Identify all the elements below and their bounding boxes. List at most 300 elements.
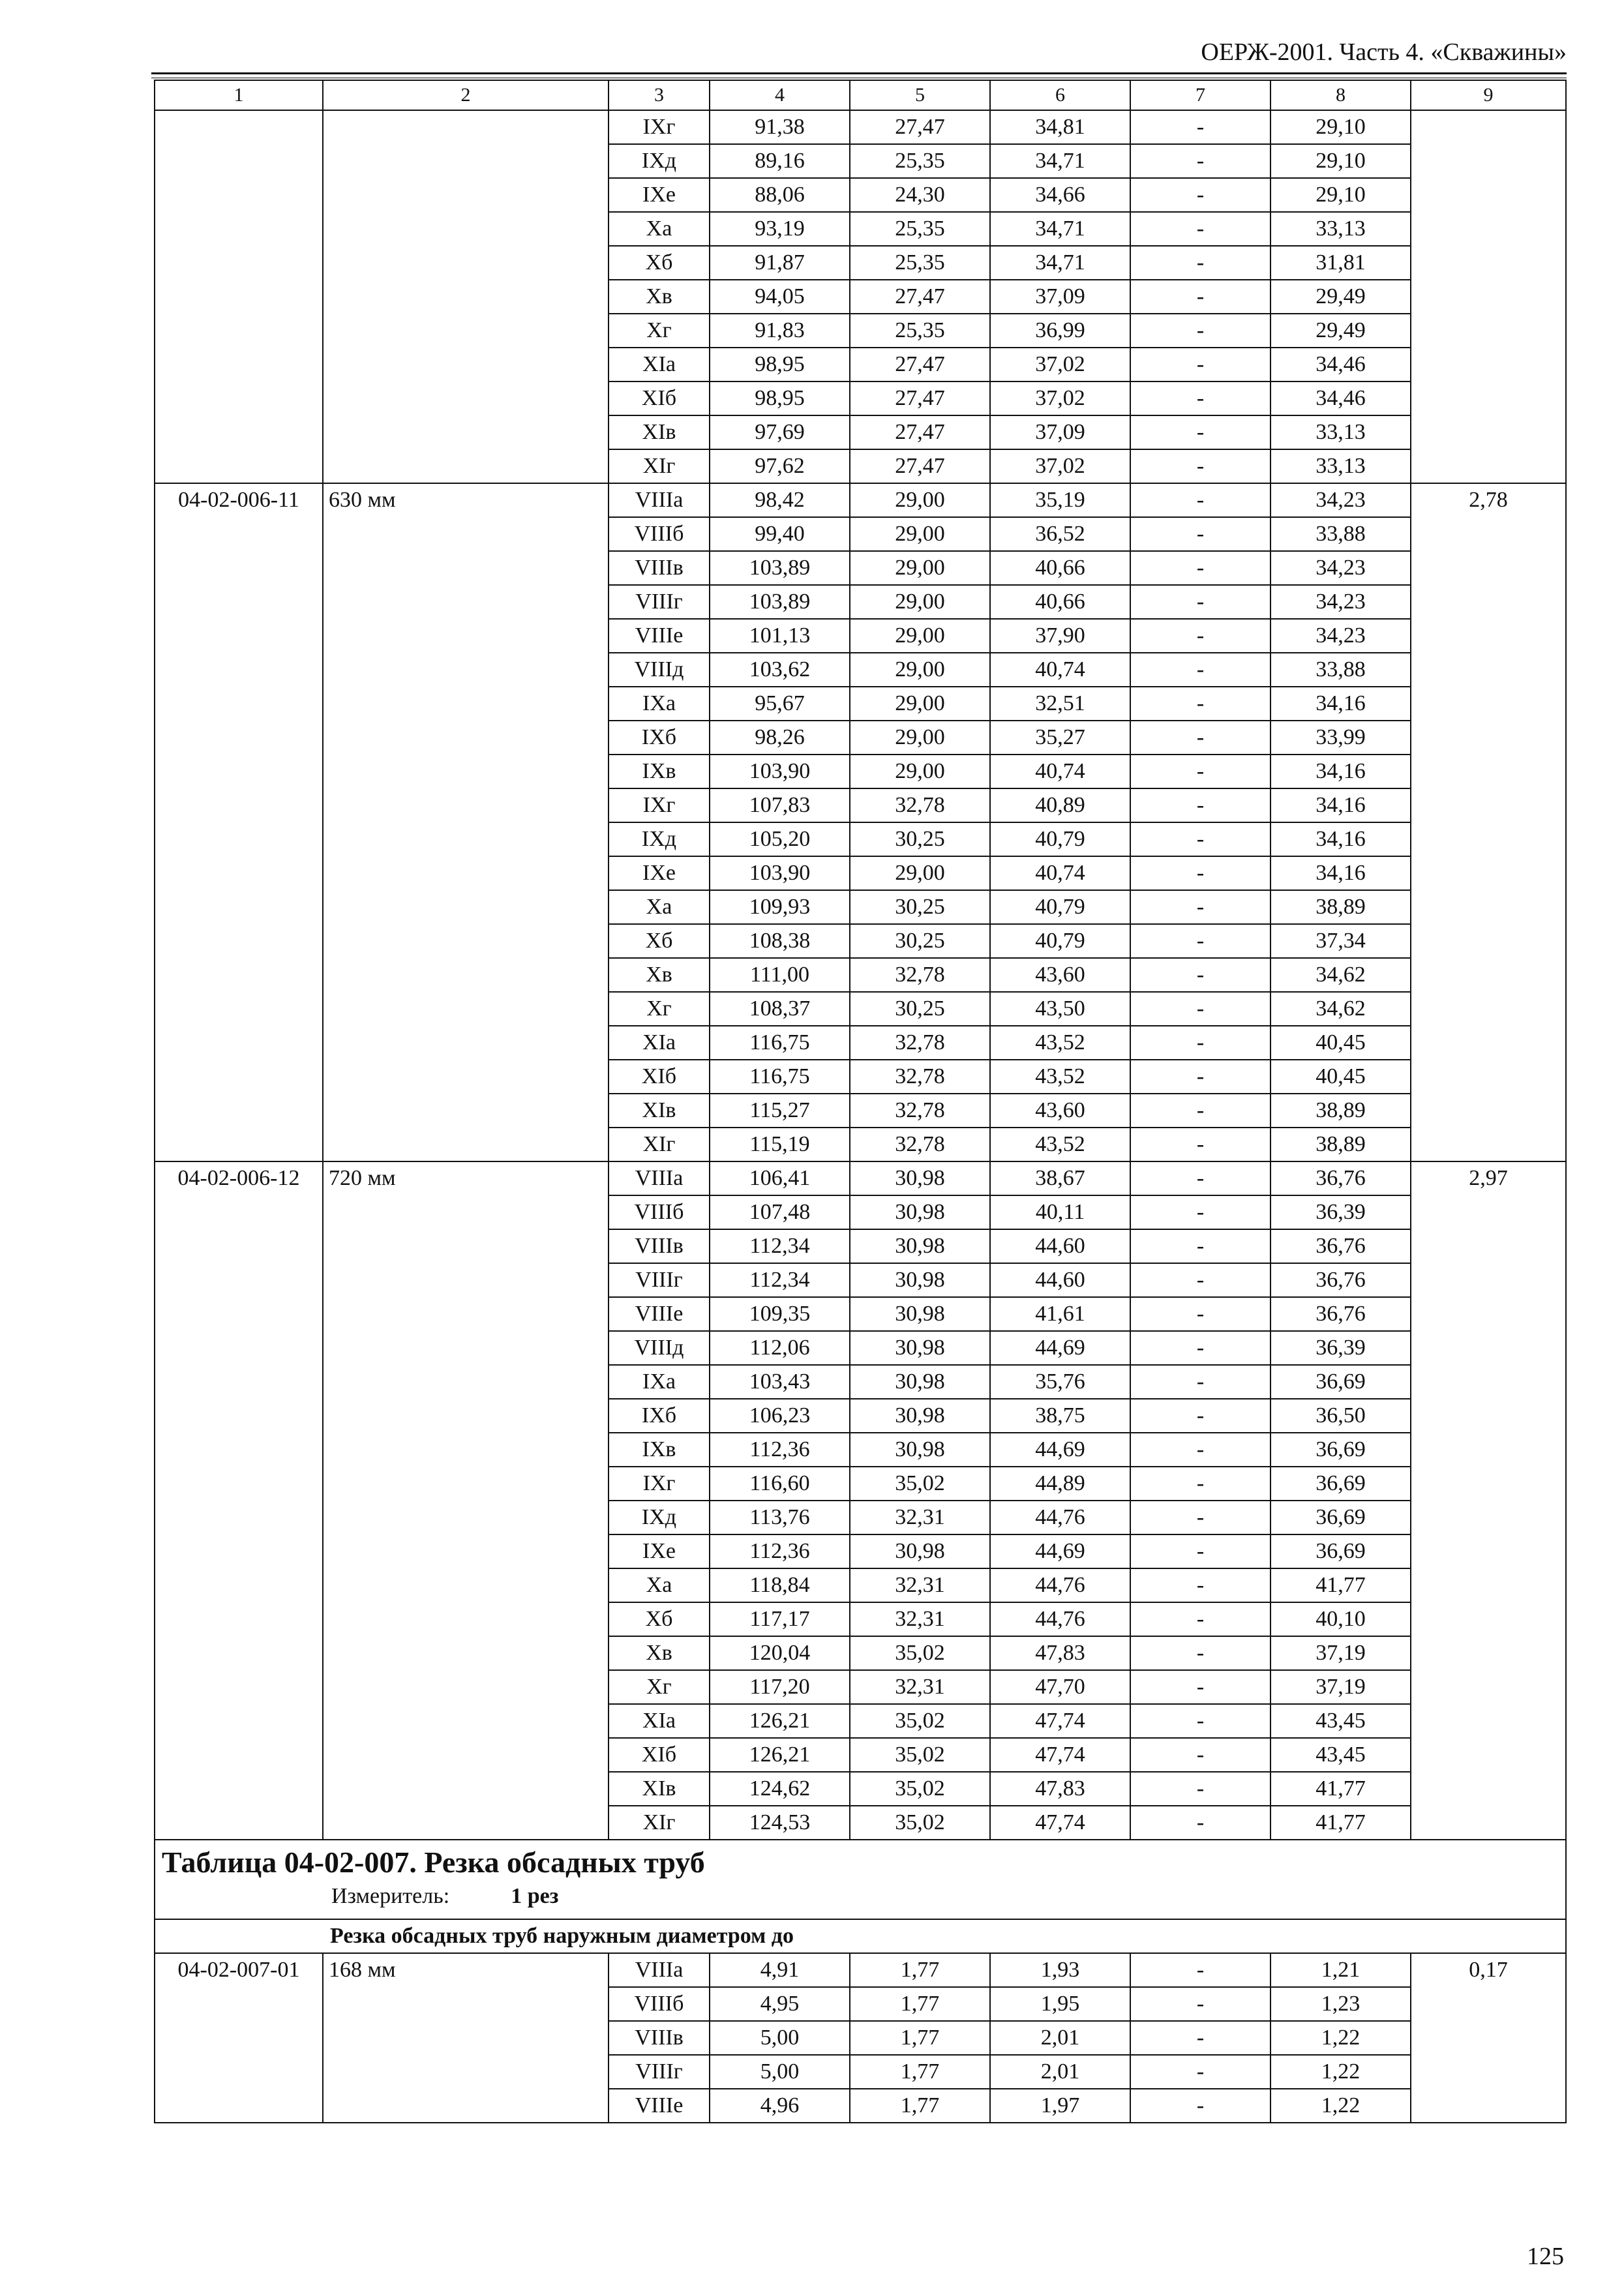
- material-cell: 36,76: [1271, 1161, 1411, 1195]
- driver-wage-cell: -: [1130, 2021, 1271, 2055]
- category-cell: IXд: [609, 144, 710, 178]
- total-cost-cell: 124,53: [710, 1806, 850, 1840]
- wage-cell: 30,98: [850, 1297, 990, 1331]
- wage-cell: 30,25: [850, 992, 990, 1026]
- category-cell: IXе: [609, 178, 710, 212]
- material-cell: 41,77: [1271, 1806, 1411, 1840]
- category-cell: XIг: [609, 1128, 710, 1161]
- category-cell: VIIIе: [609, 1297, 710, 1331]
- driver-wage-cell: -: [1130, 1636, 1271, 1670]
- driver-wage-cell: -: [1130, 653, 1271, 687]
- total-cost-cell: 95,67: [710, 687, 850, 721]
- driver-wage-cell: -: [1130, 144, 1271, 178]
- category-cell: IXа: [609, 687, 710, 721]
- total-cost-cell: 94,05: [710, 280, 850, 314]
- machine-cell: 35,19: [990, 483, 1130, 517]
- driver-wage-cell: -: [1130, 178, 1271, 212]
- category-cell: XIв: [609, 1094, 710, 1128]
- wage-cell: 35,02: [850, 1636, 990, 1670]
- driver-wage-cell: -: [1130, 2055, 1271, 2089]
- driver-wage-cell: -: [1130, 2089, 1271, 2123]
- material-cell: 37,34: [1271, 924, 1411, 958]
- material-cell: 33,88: [1271, 517, 1411, 551]
- driver-wage-cell: -: [1130, 958, 1271, 992]
- machine-cell: 44,60: [990, 1263, 1130, 1297]
- total-cost-cell: 116,60: [710, 1467, 850, 1501]
- machine-cell: 40,79: [990, 924, 1130, 958]
- total-cost-cell: 117,20: [710, 1670, 850, 1704]
- machine-cell: 44,69: [990, 1433, 1130, 1467]
- material-cell: 29,10: [1271, 144, 1411, 178]
- total-cost-cell: 106,41: [710, 1161, 850, 1195]
- category-cell: VIIIа: [609, 1161, 710, 1195]
- material-cell: 34,23: [1271, 483, 1411, 517]
- machine-cell: 34,81: [990, 110, 1130, 144]
- total-cost-cell: 103,89: [710, 585, 850, 619]
- machine-cell: 44,69: [990, 1331, 1130, 1365]
- total-cost-cell: 91,38: [710, 110, 850, 144]
- material-cell: 43,45: [1271, 1738, 1411, 1772]
- total-cost-cell: 97,62: [710, 449, 850, 483]
- category-cell: XIб: [609, 382, 710, 415]
- material-cell: 34,46: [1271, 348, 1411, 382]
- machine-cell: 37,02: [990, 382, 1130, 415]
- machine-cell: 47,83: [990, 1636, 1130, 1670]
- col-number: 3: [609, 80, 710, 110]
- machine-cell: 2,01: [990, 2055, 1130, 2089]
- category-cell: Xа: [609, 1568, 710, 1602]
- wage-cell: 30,98: [850, 1263, 990, 1297]
- wage-cell: 35,02: [850, 1704, 990, 1738]
- material-cell: 34,16: [1271, 822, 1411, 856]
- measure-label: Измеритель:: [331, 1884, 450, 1908]
- machine-cell: 40,66: [990, 551, 1130, 585]
- rate-code: [155, 110, 323, 483]
- driver-wage-cell: -: [1130, 1128, 1271, 1161]
- labor-rate: 2,78: [1411, 483, 1566, 1161]
- pipe-diameter: [323, 110, 609, 483]
- category-cell: Xа: [609, 890, 710, 924]
- total-cost-cell: 105,20: [710, 822, 850, 856]
- driver-wage-cell: -: [1130, 687, 1271, 721]
- material-cell: 33,13: [1271, 449, 1411, 483]
- total-cost-cell: 126,21: [710, 1704, 850, 1738]
- total-cost-cell: 115,27: [710, 1094, 850, 1128]
- material-cell: 29,49: [1271, 280, 1411, 314]
- material-cell: 34,23: [1271, 585, 1411, 619]
- driver-wage-cell: -: [1130, 1026, 1271, 1060]
- machine-cell: 37,02: [990, 348, 1130, 382]
- category-cell: VIIIб: [609, 517, 710, 551]
- machine-cell: 44,76: [990, 1568, 1130, 1602]
- rates-table-body: [155, 80, 1566, 2123]
- category-cell: VIIIв: [609, 1229, 710, 1263]
- wage-cell: 32,78: [850, 788, 990, 822]
- machine-cell: 47,74: [990, 1738, 1130, 1772]
- total-cost-cell: 112,36: [710, 1433, 850, 1467]
- header-rule: [151, 72, 1567, 74]
- driver-wage-cell: -: [1130, 1365, 1271, 1399]
- wage-cell: 27,47: [850, 415, 990, 449]
- table-title: Таблица 04-02-007. Резка обсадных труб: [162, 1846, 705, 1879]
- category-cell: IXа: [609, 1365, 710, 1399]
- machine-cell: 43,52: [990, 1060, 1130, 1094]
- driver-wage-cell: -: [1130, 1953, 1271, 1987]
- driver-wage-cell: -: [1130, 619, 1271, 653]
- col-number: 4: [710, 80, 850, 110]
- machine-cell: 2,01: [990, 2021, 1130, 2055]
- wage-cell: 27,47: [850, 348, 990, 382]
- total-cost-cell: 5,00: [710, 2021, 850, 2055]
- wage-cell: 32,31: [850, 1568, 990, 1602]
- wage-cell: 30,25: [850, 890, 990, 924]
- machine-cell: 37,09: [990, 280, 1130, 314]
- machine-cell: 47,74: [990, 1704, 1130, 1738]
- total-cost-cell: 116,75: [710, 1060, 850, 1094]
- wage-cell: 35,02: [850, 1467, 990, 1501]
- driver-wage-cell: -: [1130, 924, 1271, 958]
- subheading-row: [155, 1919, 1566, 1953]
- category-cell: Xв: [609, 1636, 710, 1670]
- material-cell: 33,99: [1271, 721, 1411, 755]
- material-cell: 40,45: [1271, 1026, 1411, 1060]
- machine-cell: 44,89: [990, 1467, 1130, 1501]
- category-cell: Xб: [609, 1602, 710, 1636]
- driver-wage-cell: -: [1130, 110, 1271, 144]
- material-cell: 33,88: [1271, 653, 1411, 687]
- material-cell: 34,16: [1271, 687, 1411, 721]
- labor-rate: 0,17: [1411, 1953, 1566, 2123]
- machine-cell: 43,52: [990, 1128, 1130, 1161]
- wage-cell: 29,00: [850, 517, 990, 551]
- table-row: [155, 110, 1566, 144]
- table-title-row: [155, 1840, 1566, 1919]
- category-cell: VIIIб: [609, 1195, 710, 1229]
- wage-cell: 32,78: [850, 958, 990, 992]
- material-cell: 29,49: [1271, 314, 1411, 348]
- measure-value: 1 рез: [511, 1884, 559, 1908]
- rate-code: 04-02-006-11: [155, 483, 323, 1161]
- driver-wage-cell: -: [1130, 992, 1271, 1026]
- material-cell: 37,19: [1271, 1670, 1411, 1704]
- category-cell: Xб: [609, 246, 710, 280]
- material-cell: 34,46: [1271, 382, 1411, 415]
- wage-cell: 25,35: [850, 212, 990, 246]
- wage-cell: 25,35: [850, 144, 990, 178]
- category-cell: IXе: [609, 1534, 710, 1568]
- material-cell: 38,89: [1271, 1094, 1411, 1128]
- category-cell: VIIIв: [609, 551, 710, 585]
- category-cell: Xг: [609, 992, 710, 1026]
- wage-cell: 32,31: [850, 1602, 990, 1636]
- total-cost-cell: 97,69: [710, 415, 850, 449]
- category-cell: XIа: [609, 1026, 710, 1060]
- driver-wage-cell: -: [1130, 1399, 1271, 1433]
- category-cell: XIв: [609, 1772, 710, 1806]
- machine-cell: 44,76: [990, 1602, 1130, 1636]
- category-cell: VIIIд: [609, 653, 710, 687]
- pipe-diameter: 630 мм: [323, 483, 609, 1161]
- machine-cell: 37,90: [990, 619, 1130, 653]
- total-cost-cell: 98,42: [710, 483, 850, 517]
- category-cell: VIIIд: [609, 1331, 710, 1365]
- driver-wage-cell: -: [1130, 517, 1271, 551]
- driver-wage-cell: -: [1130, 856, 1271, 890]
- material-cell: 29,10: [1271, 178, 1411, 212]
- total-cost-cell: 4,96: [710, 2089, 850, 2123]
- total-cost-cell: 113,76: [710, 1501, 850, 1534]
- material-cell: 40,45: [1271, 1060, 1411, 1094]
- material-cell: 34,62: [1271, 958, 1411, 992]
- wage-cell: 30,98: [850, 1365, 990, 1399]
- machine-cell: 34,71: [990, 144, 1130, 178]
- total-cost-cell: 91,83: [710, 314, 850, 348]
- machine-cell: 34,66: [990, 178, 1130, 212]
- material-cell: 34,23: [1271, 551, 1411, 585]
- wage-cell: 29,00: [850, 483, 990, 517]
- material-cell: 41,77: [1271, 1568, 1411, 1602]
- wage-cell: 30,98: [850, 1161, 990, 1195]
- table-row: [155, 1953, 1566, 1987]
- wage-cell: 32,78: [850, 1094, 990, 1128]
- material-cell: 1,22: [1271, 2055, 1411, 2089]
- machine-cell: 43,60: [990, 958, 1130, 992]
- wage-cell: 30,98: [850, 1399, 990, 1433]
- wage-cell: 30,98: [850, 1433, 990, 1467]
- material-cell: 34,16: [1271, 788, 1411, 822]
- machine-cell: 40,79: [990, 822, 1130, 856]
- wage-cell: 1,77: [850, 2055, 990, 2089]
- machine-cell: 44,76: [990, 1501, 1130, 1534]
- category-cell: IXб: [609, 1399, 710, 1433]
- driver-wage-cell: -: [1130, 1161, 1271, 1195]
- category-cell: XIв: [609, 415, 710, 449]
- category-cell: Xг: [609, 314, 710, 348]
- driver-wage-cell: -: [1130, 1297, 1271, 1331]
- category-cell: VIIIг: [609, 585, 710, 619]
- wage-cell: 30,98: [850, 1195, 990, 1229]
- total-cost-cell: 88,06: [710, 178, 850, 212]
- page-header: ОЕРЖ-2001. Часть 4. «Скважины»: [1201, 38, 1567, 66]
- category-cell: IXв: [609, 755, 710, 788]
- machine-cell: 40,79: [990, 890, 1130, 924]
- labor-rate: 2,97: [1411, 1161, 1566, 1840]
- total-cost-cell: 4,95: [710, 1987, 850, 2021]
- driver-wage-cell: -: [1130, 382, 1271, 415]
- material-cell: 36,69: [1271, 1433, 1411, 1467]
- driver-wage-cell: -: [1130, 314, 1271, 348]
- material-cell: 36,69: [1271, 1501, 1411, 1534]
- page-number: 125: [1527, 2243, 1564, 2270]
- wage-cell: 32,31: [850, 1501, 990, 1534]
- driver-wage-cell: -: [1130, 1568, 1271, 1602]
- wage-cell: 30,25: [850, 924, 990, 958]
- wage-cell: 35,02: [850, 1772, 990, 1806]
- rate-code: 04-02-006-12: [155, 1161, 323, 1840]
- pipe-diameter: 720 мм: [323, 1161, 609, 1840]
- total-cost-cell: 101,13: [710, 619, 850, 653]
- wage-cell: 25,35: [850, 314, 990, 348]
- wage-cell: 29,00: [850, 585, 990, 619]
- machine-cell: 40,74: [990, 755, 1130, 788]
- total-cost-cell: 103,89: [710, 551, 850, 585]
- wage-cell: 32,78: [850, 1128, 990, 1161]
- total-cost-cell: 4,91: [710, 1953, 850, 1987]
- material-cell: 36,76: [1271, 1297, 1411, 1331]
- wage-cell: 1,77: [850, 1953, 990, 1987]
- driver-wage-cell: -: [1130, 1060, 1271, 1094]
- material-cell: 36,39: [1271, 1331, 1411, 1365]
- driver-wage-cell: -: [1130, 1670, 1271, 1704]
- machine-cell: 34,71: [990, 212, 1130, 246]
- category-cell: VIIIб: [609, 1987, 710, 2021]
- driver-wage-cell: -: [1130, 1987, 1271, 2021]
- material-cell: 41,77: [1271, 1772, 1411, 1806]
- category-cell: VIIIв: [609, 2021, 710, 2055]
- category-cell: VIIIе: [609, 619, 710, 653]
- category-cell: IXб: [609, 721, 710, 755]
- col-number: 5: [850, 80, 990, 110]
- category-cell: IXд: [609, 1501, 710, 1534]
- driver-wage-cell: -: [1130, 280, 1271, 314]
- total-cost-cell: 112,34: [710, 1263, 850, 1297]
- category-cell: VIIIе: [609, 2089, 710, 2123]
- total-cost-cell: 98,95: [710, 382, 850, 415]
- subheading: Резка обсадных труб наружным диаметром до: [155, 1919, 1566, 1953]
- material-cell: 1,22: [1271, 2021, 1411, 2055]
- driver-wage-cell: -: [1130, 1433, 1271, 1467]
- total-cost-cell: 99,40: [710, 517, 850, 551]
- machine-cell: 32,51: [990, 687, 1130, 721]
- rates-table: [154, 80, 1567, 2123]
- driver-wage-cell: -: [1130, 1602, 1271, 1636]
- machine-cell: 44,60: [990, 1229, 1130, 1263]
- category-cell: IXг: [609, 110, 710, 144]
- material-cell: 36,50: [1271, 1399, 1411, 1433]
- driver-wage-cell: -: [1130, 721, 1271, 755]
- material-cell: 33,13: [1271, 415, 1411, 449]
- driver-wage-cell: -: [1130, 822, 1271, 856]
- machine-cell: 1,95: [990, 1987, 1130, 2021]
- wage-cell: 1,77: [850, 2089, 990, 2123]
- wage-cell: 25,35: [850, 246, 990, 280]
- machine-cell: 43,50: [990, 992, 1130, 1026]
- material-cell: 38,89: [1271, 1128, 1411, 1161]
- machine-cell: 47,70: [990, 1670, 1130, 1704]
- total-cost-cell: 115,19: [710, 1128, 850, 1161]
- wage-cell: 27,47: [850, 110, 990, 144]
- machine-cell: 47,83: [990, 1772, 1130, 1806]
- category-cell: VIIIг: [609, 1263, 710, 1297]
- col-number: 8: [1271, 80, 1411, 110]
- material-cell: 31,81: [1271, 246, 1411, 280]
- wage-cell: 32,78: [850, 1026, 990, 1060]
- driver-wage-cell: -: [1130, 1772, 1271, 1806]
- total-cost-cell: 93,19: [710, 212, 850, 246]
- category-cell: VIIIа: [609, 1953, 710, 1987]
- total-cost-cell: 108,38: [710, 924, 850, 958]
- wage-cell: 29,00: [850, 755, 990, 788]
- total-cost-cell: 109,35: [710, 1297, 850, 1331]
- col-number: 2: [323, 80, 609, 110]
- category-cell: XIг: [609, 1806, 710, 1840]
- material-cell: 36,39: [1271, 1195, 1411, 1229]
- machine-cell: 1,93: [990, 1953, 1130, 1987]
- machine-cell: 43,52: [990, 1026, 1130, 1060]
- wage-cell: 35,02: [850, 1738, 990, 1772]
- total-cost-cell: 103,62: [710, 653, 850, 687]
- total-cost-cell: 116,75: [710, 1026, 850, 1060]
- machine-cell: 38,75: [990, 1399, 1130, 1433]
- total-cost-cell: 120,04: [710, 1636, 850, 1670]
- col-number: 1: [155, 80, 323, 110]
- driver-wage-cell: -: [1130, 1806, 1271, 1840]
- category-cell: VIIIг: [609, 2055, 710, 2089]
- driver-wage-cell: -: [1130, 1263, 1271, 1297]
- pipe-diameter: 168 мм: [323, 1953, 609, 2123]
- rate-code: 04-02-007-01: [155, 1953, 323, 2123]
- total-cost-cell: 112,36: [710, 1534, 850, 1568]
- material-cell: 36,76: [1271, 1229, 1411, 1263]
- driver-wage-cell: -: [1130, 1195, 1271, 1229]
- wage-cell: 24,30: [850, 178, 990, 212]
- wage-cell: 29,00: [850, 721, 990, 755]
- total-cost-cell: 112,34: [710, 1229, 850, 1263]
- machine-cell: 37,02: [990, 449, 1130, 483]
- driver-wage-cell: -: [1130, 449, 1271, 483]
- material-cell: 34,62: [1271, 992, 1411, 1026]
- material-cell: 36,69: [1271, 1534, 1411, 1568]
- category-cell: IXд: [609, 822, 710, 856]
- category-cell: Xг: [609, 1670, 710, 1704]
- driver-wage-cell: -: [1130, 212, 1271, 246]
- category-cell: IXг: [609, 788, 710, 822]
- total-cost-cell: 109,93: [710, 890, 850, 924]
- material-cell: 34,23: [1271, 619, 1411, 653]
- machine-cell: 40,89: [990, 788, 1130, 822]
- driver-wage-cell: -: [1130, 415, 1271, 449]
- machine-cell: 36,99: [990, 314, 1130, 348]
- driver-wage-cell: -: [1130, 246, 1271, 280]
- driver-wage-cell: -: [1130, 1094, 1271, 1128]
- material-cell: 40,10: [1271, 1602, 1411, 1636]
- wage-cell: 32,31: [850, 1670, 990, 1704]
- material-cell: 1,22: [1271, 2089, 1411, 2123]
- machine-cell: 1,97: [990, 2089, 1130, 2123]
- category-cell: Xв: [609, 958, 710, 992]
- category-cell: IXв: [609, 1433, 710, 1467]
- driver-wage-cell: -: [1130, 1467, 1271, 1501]
- total-cost-cell: 112,06: [710, 1331, 850, 1365]
- table-title-cell: [155, 1840, 1566, 1919]
- total-cost-cell: 5,00: [710, 2055, 850, 2089]
- wage-cell: 32,78: [850, 1060, 990, 1094]
- total-cost-cell: 98,95: [710, 348, 850, 382]
- total-cost-cell: 89,16: [710, 144, 850, 178]
- wage-cell: 29,00: [850, 856, 990, 890]
- material-cell: 38,89: [1271, 890, 1411, 924]
- total-cost-cell: 103,43: [710, 1365, 850, 1399]
- material-cell: 1,21: [1271, 1953, 1411, 1987]
- material-cell: 36,76: [1271, 1263, 1411, 1297]
- category-cell: VIIIа: [609, 483, 710, 517]
- material-cell: 34,16: [1271, 755, 1411, 788]
- wage-cell: 35,02: [850, 1806, 990, 1840]
- measure-line: [331, 1882, 1559, 1911]
- total-cost-cell: 126,21: [710, 1738, 850, 1772]
- machine-cell: 40,74: [990, 856, 1130, 890]
- machine-cell: 44,69: [990, 1534, 1130, 1568]
